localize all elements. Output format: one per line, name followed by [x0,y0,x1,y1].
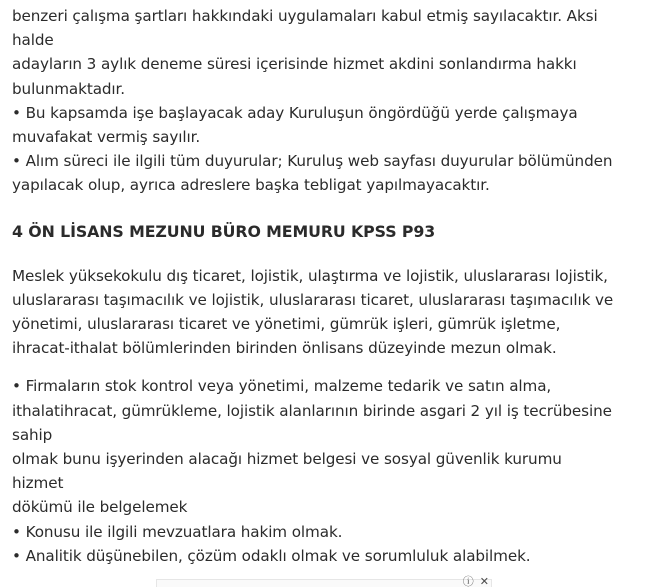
text-line: ihracat-ithalat bölümlerinden birinden önlisans düzeyinde mezun olmak. [12,339,557,358]
ad-controls [457,576,489,587]
paragraph-gap [12,360,664,374]
close-icon[interactable]: ✕ [479,575,489,587]
text-line: halde [12,31,54,50]
text-line: • Analitik düşünebilen, çözüm odaklı olmak ve sorumluluk alabilmek. [12,546,531,565]
paragraph-experience-requirements [12,374,664,568]
text-line: yapılacak olup, ayrıca adreslere başka tebligat yapılmayacaktır. [12,176,490,195]
text-line: • Alım süreci ile ilgili tüm duyurular; Kuruluş web sayfası duyurular bölümünden [12,152,613,171]
text-line: Meslek yüksekokulu dış ticaret, lojistik, ulaştırma ve lojistik, uluslararası lojistik, [12,266,608,285]
text-line: • Bu kapsamda işe başlayacak aday Kuruluşun öngördüğü yerde çalışmaya [12,103,578,122]
paragraph-employment-terms [12,4,664,198]
text-line: uluslararası taşımacılık ve lojistik, uluslararası ticaret, uluslararası taşımacılık ve [12,290,614,309]
text-line: sahip [12,425,53,444]
article-body [12,4,664,568]
text-line: benzeri çalışma şartları hakkındaki uygulamaları kabul etmiş sayılacaktır. Aksi [12,7,598,25]
text-line: bulunmaktadır. [12,79,126,98]
text-line: olmak bunu işyerinden alacağı hizmet belgesi ve sosyal güvenlik kurumu [12,450,562,469]
text-line: • Konusu ile ilgili mevzuatlara hakim olmak. [12,522,343,541]
paragraph-education-requirements [12,264,664,361]
text-line: ithalatihracat, gümrükleme, lojistik alanlarının birinde asgari 2 yıl iş tecrübesine [12,401,612,420]
ad-banner[interactable] [156,575,492,587]
text-line: dökümü ile belgelemek [12,498,188,517]
info-icon[interactable]: ⓘ [462,575,474,587]
text-line: adayların 3 aylık deneme süresi içerisinde hizmet akdini sonlandırma hakkı [12,55,577,74]
section-heading: 4 ÖN LİSANS MEZUNU BÜRO MEMURU KPSS P93 [12,221,436,241]
text-line: yönetimi, uluslararası ticaret ve yönetimi, gümrük işleri, gümrük işletme, [12,315,561,334]
text-line: muvafakat vermiş sayılır. [12,128,201,147]
text-line: hizmet [12,474,64,493]
text-line: • Firmaların stok kontrol veya yönetimi, malzeme tedarik ve satın alma, [12,377,552,396]
